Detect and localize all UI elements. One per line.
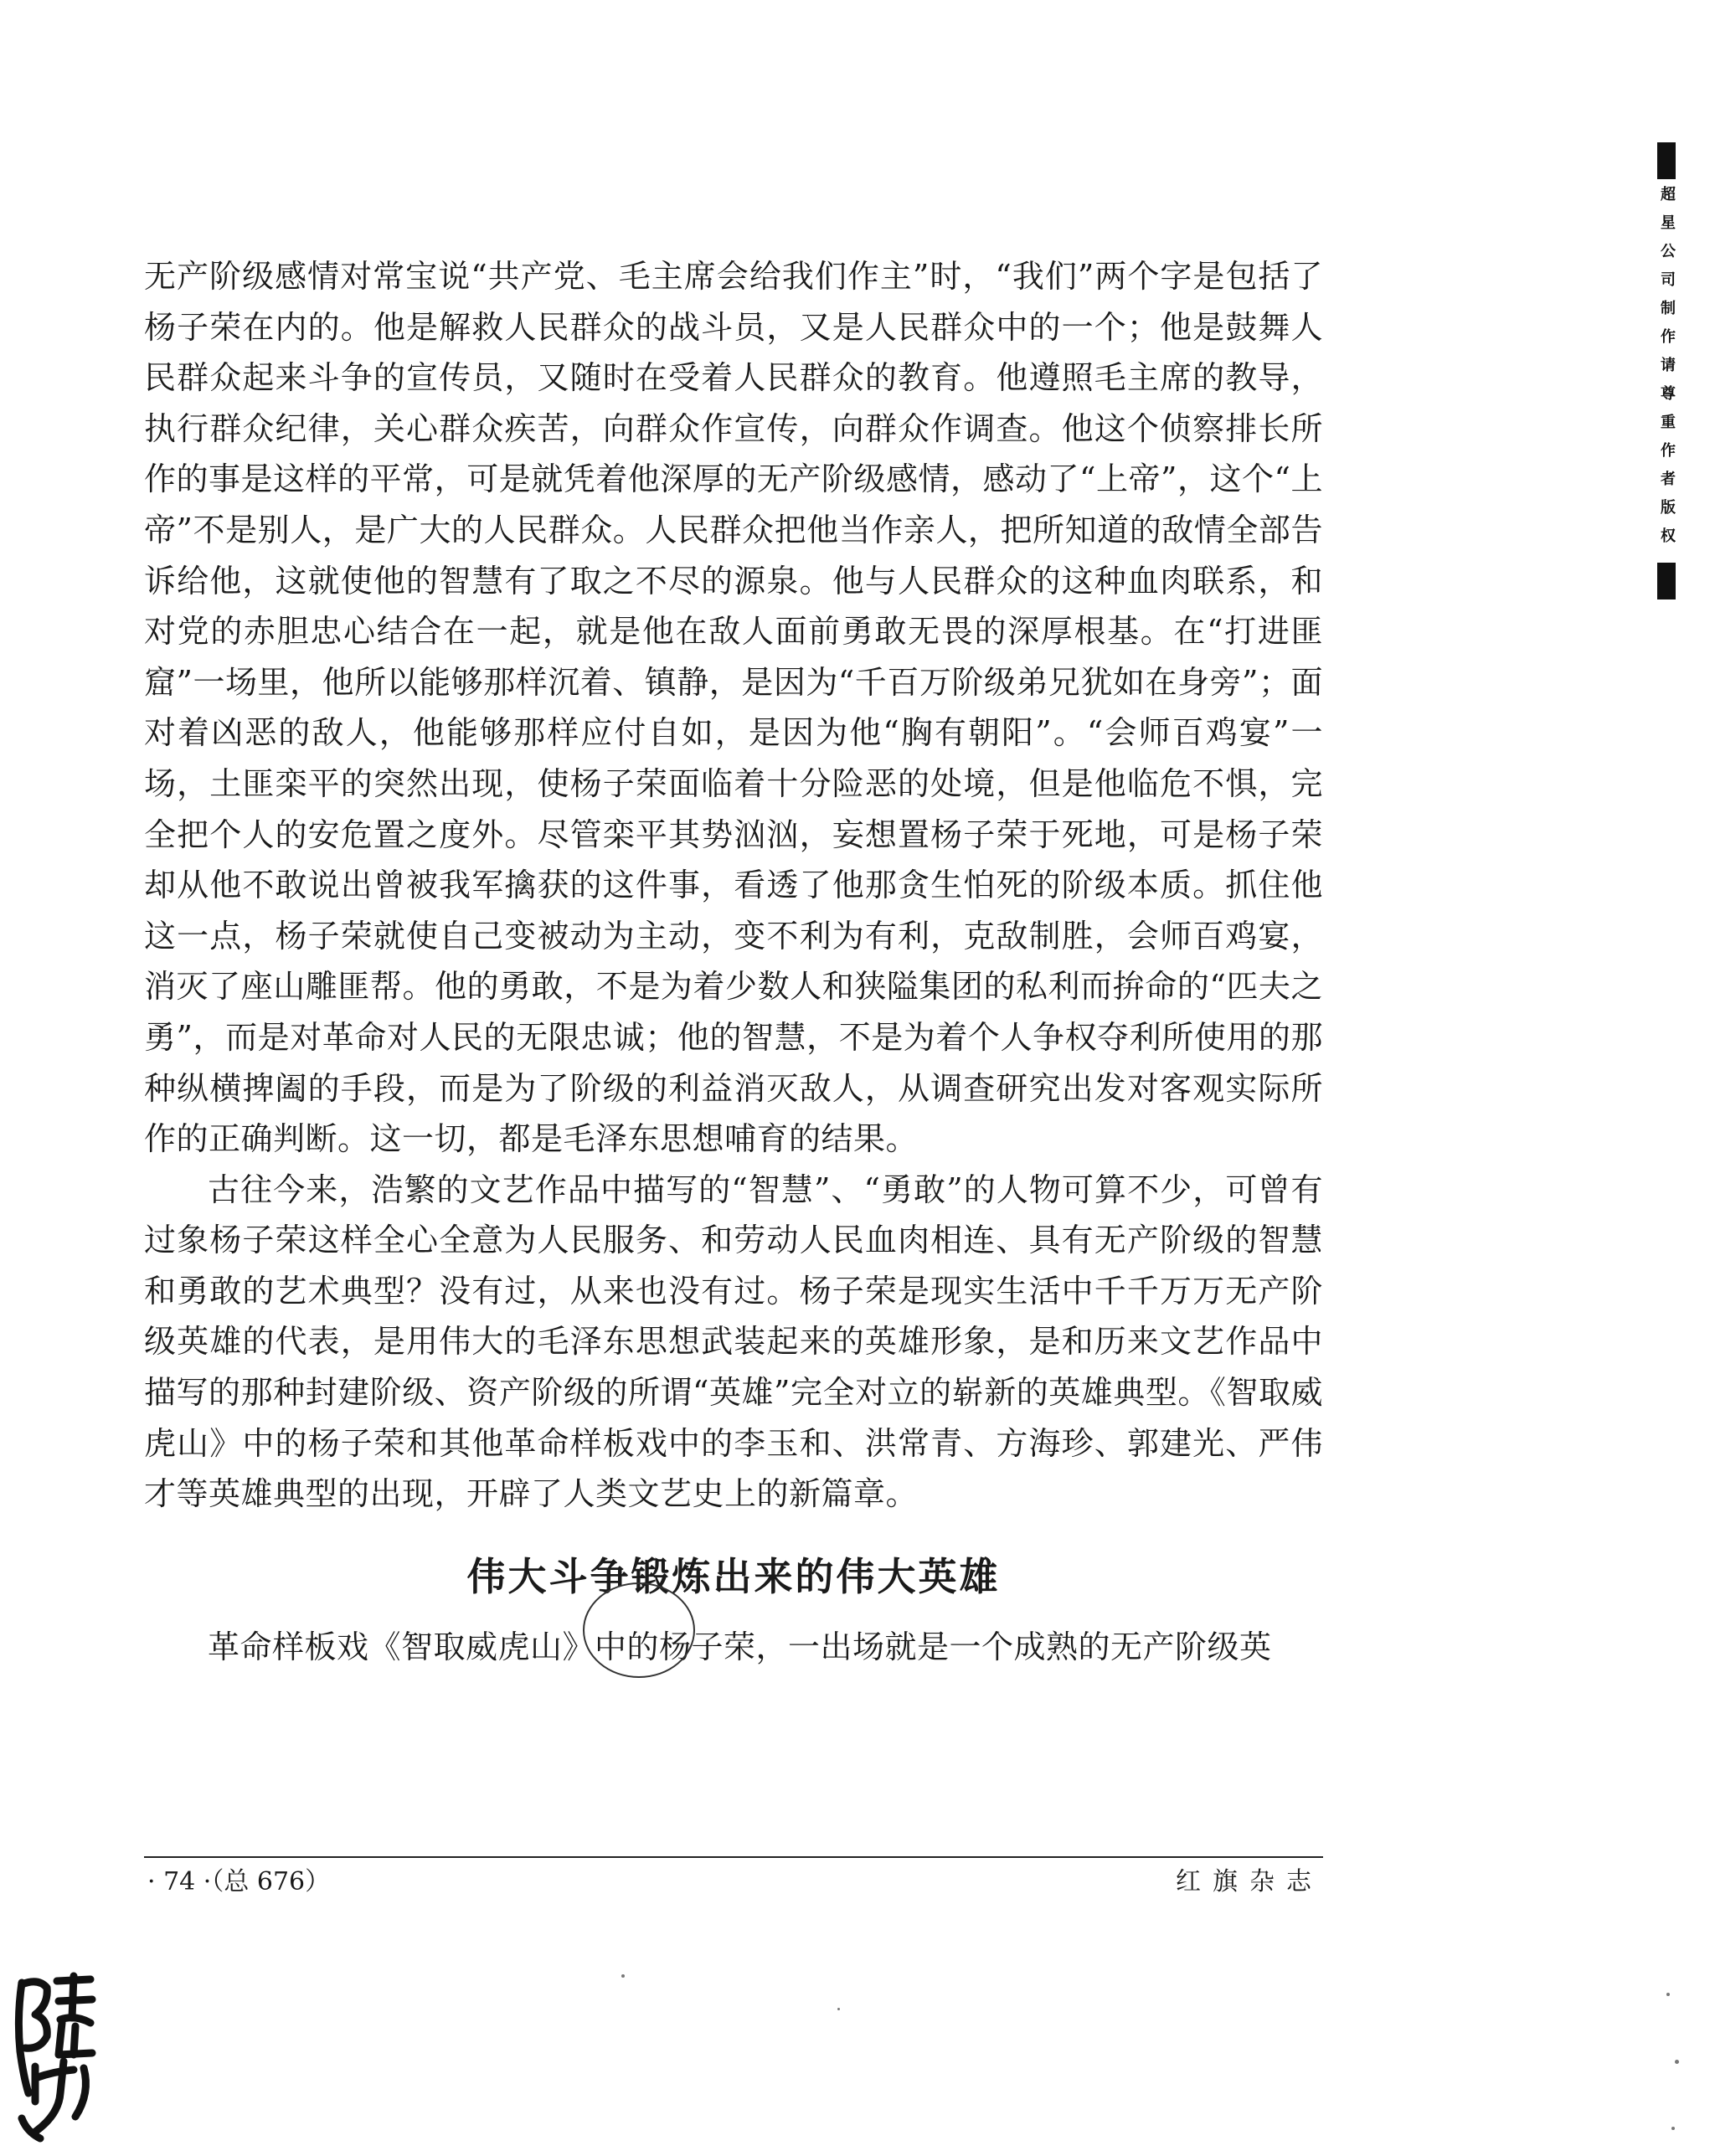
paragraph-continued: 无产阶级感情对常宝说“共产党、毛主席会给我们作主”时，“我们”两个字是包括了杨子荣在内的。他是解救人民群众的战斗员，又是人民群众中的一个；他是鼓舞人民群众起来斗争的宣传员，又随时在受着人民群众的教育。他遵照毛主席的教导，执行群众纪律，关心群众疾苦，向群众作宣传，向群众作调查。他这个侦察排长所作的事是这样的平常，可是就凭着他深厚的无产阶级感情，感动了“上帝”，这个“上帝”不是别人，是广大的人民群众。人民群众把他当作亲人，把所知道的敌情全部告诉给他，这就使他的智慧有了取之不尽的源泉。他与人民群众的这种血肉联系，和对党的赤胆忠心结合在一起，就是他在敌人面前勇敢无畏的深厚根基。在“打进匪窟”一场里，他所以能够那样沉着、镇静，是因为“千百万阶级弟兄犹如在身旁”；面对着凶恶的敌人，他能够那样应付自如，是因为他“胸有朝阳”。“会师百鸡宴”一场，土匪栾平的突然出现，使杨子荣面临着十分险恶的处境，但是他临危不惧，完全把个人的安危置之度外。尽管栾平其势汹汹，妄想置杨子荣于死地，可是杨子荣却从他不敢说出曾被我军擒获的这件事，看透了他那贪生怕死的阶级本质。抓住他这一点，杨子荣就使自己变被动为主动，变不利为有利，克敌制胜，会师百鸡宴，消灭了座山雕匪帮。他的勇敢，不是为着少数人和狭隘集团的私利而拚命的“匹夫之勇”，而是对革命对人民的无限忠诚；他的智慧，不是为着个人争权夺利所使用的那种纵横捭阖的手段，而是为了阶级的利益消灭敌人，从调查研究出发对客观实际所作的正确判断。这一切，都是毛泽东思想哺育的结果。 bbox=[144, 258, 1323, 1158]
paragraph: 古往今来，浩繁的文艺作品中描写的“智慧”、“勇敢”的人物可算不少，可曾有过象杨子荣这样全心全意为人民服务、和劳动人民血肉相连、具有无产阶级的智慧和勇敢的艺术典型？没有过，从来也没有过。杨子荣是现实生活中千千万万无产阶级英雄的代表，是用伟大的毛泽东思想武装起来的英雄形象，是和历来文艺作品中描写的那种封建阶级、资产阶级的所谓“英雄”完全对立的崭新的英雄典型。《智取威虎山》中的杨子荣和其他革命样板戏中的李玉和、洪常青、方海珍、郭建光、严伟才等英雄典型的出现，开辟了人类文艺史上的新篇章。 bbox=[144, 1171, 1323, 1513]
section-first-paragraph: 革命样板戏《智取威虎山》中的杨子荣，一出场就是一个成熟的无产阶级英 bbox=[208, 1628, 1272, 1665]
margin-marker-top bbox=[1657, 142, 1676, 179]
copyright-notice-text: 超星公司制作请尊重作者版权 bbox=[1658, 186, 1676, 556]
article-body bbox=[144, 251, 1323, 1672]
scan-speck bbox=[837, 2008, 840, 2010]
margin-marker-bottom bbox=[1657, 563, 1676, 599]
footer-divider bbox=[144, 1856, 1323, 1858]
scan-speck bbox=[1666, 1993, 1670, 1996]
scan-speck bbox=[1675, 2060, 1679, 2064]
publication-name: 红旗杂志 bbox=[1176, 1867, 1323, 1896]
section-heading: 伟大斗争锻炼出来的伟大英雄 bbox=[466, 1553, 1001, 1599]
seal-stamp-icon bbox=[10, 1968, 102, 2143]
page-number: · 74 ·（总 676） bbox=[147, 1867, 331, 1896]
scan-speck bbox=[621, 1974, 625, 1978]
scan-speck bbox=[1671, 2127, 1675, 2130]
copyright-margin-notice bbox=[1650, 142, 1683, 606]
